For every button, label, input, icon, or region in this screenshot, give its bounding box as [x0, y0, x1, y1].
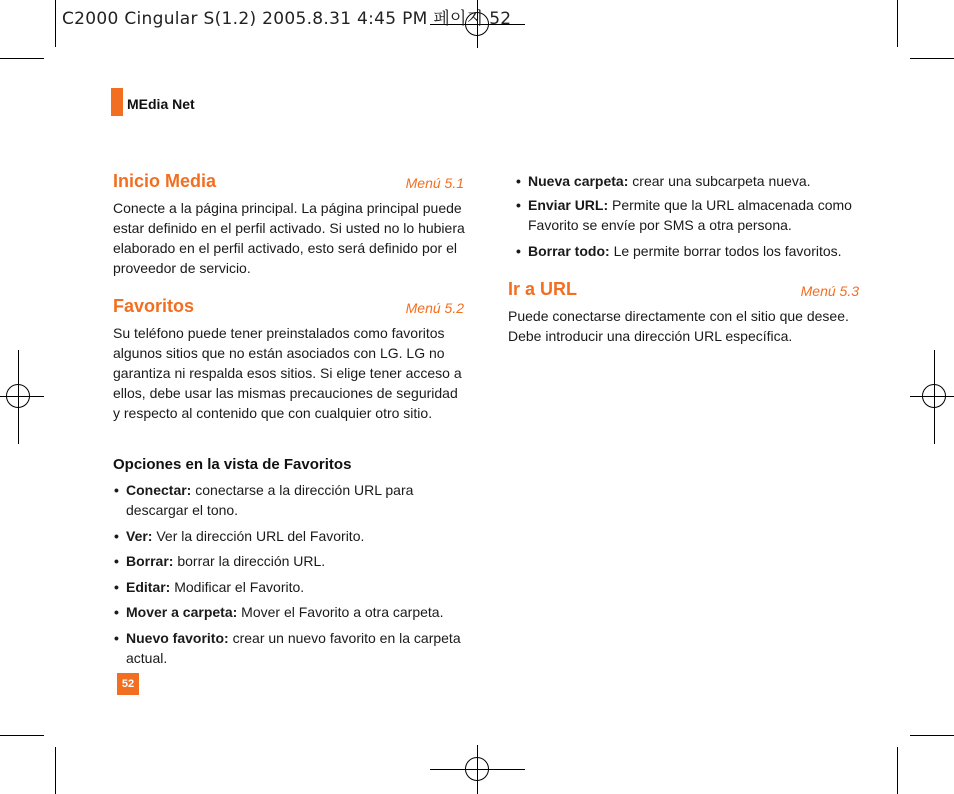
page-number: 52 [117, 673, 139, 695]
subheading-opciones: Opciones en la vista de Favoritos [113, 456, 352, 473]
list-item: • Conectar: conectarse a la dirección URL para descargar el tono. [114, 482, 414, 518]
crop-mark [55, 747, 56, 794]
heading-favoritos: Favoritos [113, 296, 195, 316]
section-bar [111, 88, 123, 116]
paragraph-inicio: Conecte a la página principal. La página principal puede estar definido en el perfil activado. Si usted no lo hubiera elaborado en el perfil activado, esto será definido por el proveedor de servicio. [113, 200, 465, 276]
list-item: • Enviar URL: Permite que la URL almacenada como Favorito se envíe por SMS a otra persona. [516, 197, 852, 233]
list-item: • Nuevo favorito: crear un nuevo favorito en la carpeta actual. [114, 630, 461, 666]
heading-ir-a-url: Ir a URL [508, 279, 578, 299]
crop-mark [910, 58, 954, 59]
list-item: • Ver: Ver la dirección URL del Favorito. [114, 528, 365, 544]
list-item: • Nueva carpeta: crear una subcarpeta nueva. [516, 173, 811, 189]
crop-mark [0, 58, 44, 59]
list-item: • Mover a carpeta: Mover el Favorito a otra carpeta. [114, 604, 444, 620]
crop-mark [910, 735, 954, 736]
paragraph-favoritos: Su teléfono puede tener preinstalados como favoritos algunos sitios que no están asociados con LG. LG no garantiza ni respalda esos sitios. Si elige tener acceso a ellos, debe usar las mismas precauciones de seguridad y respecto al contenido que con cualquier otro sitio. [113, 325, 462, 421]
menu-ref-favoritos: Menú 5.2 [405, 300, 464, 316]
section-label: MEdia Net [127, 96, 195, 112]
crop-mark [55, 0, 56, 47]
menu-ref-inicio: Menú 5.1 [405, 175, 464, 191]
list-item: • Editar: Modificar el Favorito. [114, 579, 305, 595]
print-header: C2000 Cingular S(1.2) 2005.8.31 4:45 PM 페이지 52 [62, 9, 512, 29]
list-item: • Borrar: borrar la dirección URL. [114, 553, 326, 569]
heading-inicio-media: Inicio Media [113, 171, 217, 191]
crop-mark [897, 0, 898, 47]
paragraph-ir-a-url: Puede conectarse directamente con el sitio que desee. Debe introducir una dirección URL específica. [508, 308, 849, 344]
crop-mark [897, 747, 898, 794]
crop-mark [0, 735, 44, 736]
list-item: • Borrar todo: Le permite borrar todos los favoritos. [516, 243, 842, 259]
menu-ref-ir-a-url: Menú 5.3 [800, 283, 859, 299]
